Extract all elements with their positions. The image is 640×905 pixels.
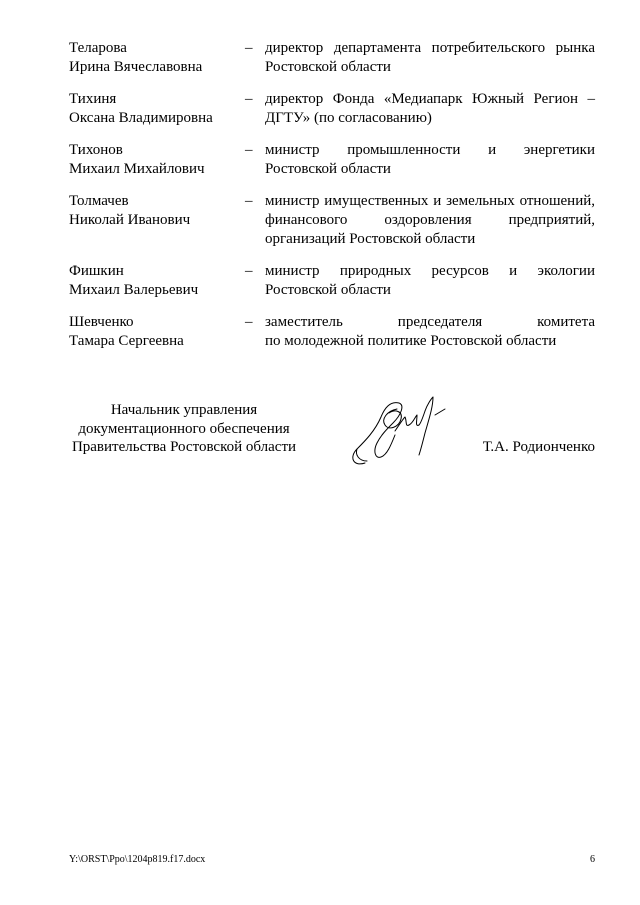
member-dash: –: [245, 314, 253, 330]
member-name: [69, 313, 245, 351]
member-given-name: Николай Иванович: [69, 212, 191, 228]
member-role: [265, 141, 595, 179]
signature-block: [69, 401, 595, 481]
member-given-name: Тамара Сергеевна: [69, 333, 184, 349]
member-role: [265, 39, 595, 77]
member-name: [69, 262, 245, 300]
member-entry: [69, 192, 595, 249]
member-role-line: директор департамента потребительского рынка: [265, 40, 595, 56]
member-given-name: Ирина Вячеславовна: [69, 59, 203, 75]
member-given-name: Оксана Владимировна: [69, 110, 213, 126]
signer-position-line: Начальник управления: [110, 402, 258, 418]
page-number: 6: [590, 854, 595, 865]
member-role-line: ДГТУ» (по согласованию): [265, 110, 432, 126]
signer-name: Т.А. Родионченко: [482, 439, 595, 455]
member-entry: [69, 90, 595, 128]
member-role-line: министр природных ресурсов и экологии: [265, 263, 595, 279]
member-entry: [69, 262, 595, 300]
members-list: [69, 39, 595, 364]
member-given-name: Михаил Михайлович: [69, 161, 205, 177]
member-role: [265, 262, 595, 300]
signer-position-line: Правительства Ростовской области: [71, 439, 297, 455]
handwritten-signature: [345, 395, 455, 475]
member-role-line: по молодежной политике Ростовской области: [265, 333, 557, 349]
member-role: [265, 313, 595, 351]
member-dash: –: [245, 91, 253, 107]
member-role: [265, 192, 595, 249]
member-dash: –: [245, 193, 253, 209]
member-surname: Тихонов: [69, 142, 123, 158]
signer-position-line: документационного обеспечения: [78, 420, 290, 437]
signer-position: [69, 401, 299, 457]
member-role: [265, 90, 595, 128]
member-role-line: министр промышленности и энергетики: [265, 142, 595, 158]
member-entry: [69, 313, 595, 351]
member-dash: –: [245, 142, 253, 158]
member-dash: –: [245, 40, 253, 56]
member-role-line: организаций Ростовской области: [265, 231, 476, 247]
member-role-line: Ростовской области: [265, 161, 391, 177]
member-role-line: заместитель председателя комитета: [265, 314, 595, 330]
member-surname: Фишкин: [69, 263, 124, 279]
member-surname: Теларова: [69, 40, 127, 56]
member-given-name: Михаил Валерьевич: [69, 282, 199, 298]
member-dash: –: [245, 263, 253, 279]
member-role-line: министр имущественных и земельных отношений,: [265, 193, 595, 209]
member-name: [69, 39, 245, 77]
member-surname: Тихиня: [69, 91, 117, 107]
member-surname: Толмачев: [69, 193, 129, 209]
member-name: [69, 141, 245, 179]
footer-file-path: Y:\ORST\Ppo\1204p819.f17.docx: [69, 854, 206, 865]
member-entry: [69, 141, 595, 179]
member-surname: Шевченко: [69, 314, 134, 330]
member-role-line: Ростовской области: [265, 59, 391, 75]
member-name: [69, 90, 245, 128]
member-role-line: финансового оздоровления предприятий,: [265, 212, 595, 228]
member-entry: [69, 39, 595, 77]
member-role-line: директор Фонда «Медиапарк Южный Регион –: [265, 91, 595, 107]
member-role-line: Ростовской области: [265, 282, 391, 298]
member-name: [69, 192, 245, 249]
